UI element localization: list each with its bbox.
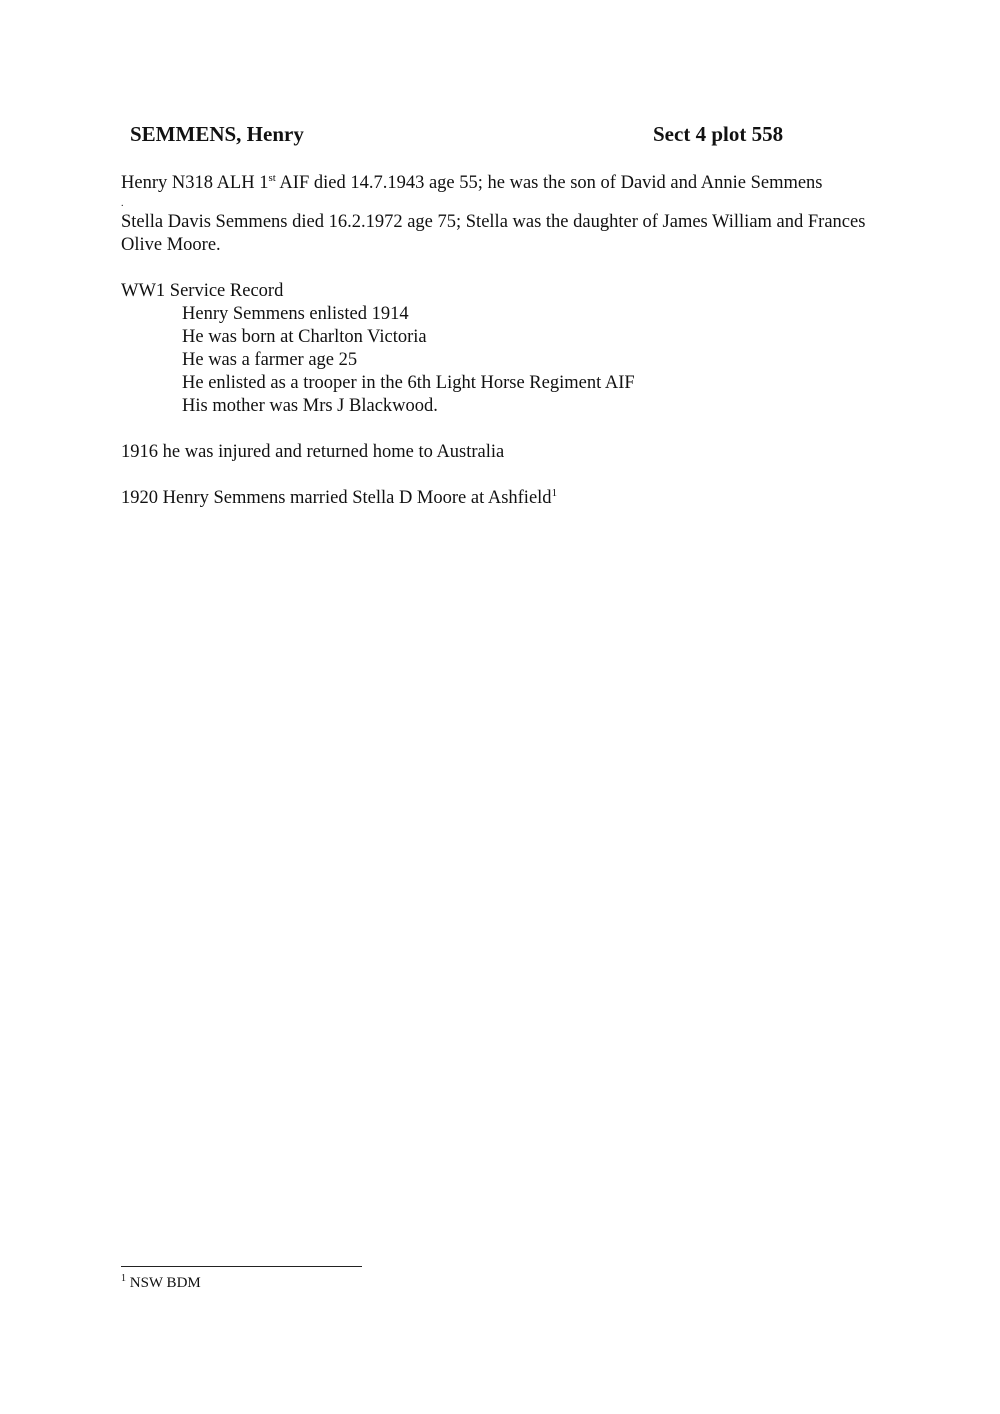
footnote-number: 1 [121,1273,126,1284]
plot-location-heading: Sect 4 plot 558 [653,122,784,146]
marriage-paragraph [121,487,891,510]
stella-paragraph: Stella Davis Semmens died 16.2.1972 age 75; Stella was the daughter of James William and Frances Olive Moore. [121,212,866,255]
footnote [121,1274,201,1293]
henry-paragraph [121,172,891,195]
henry-text-pre: Henry N318 ALH 1 [121,173,269,193]
service-record-line: He enlisted as a trooper in the 6th Light Horse Regiment AIF [182,373,635,393]
footnote-text: NSW BDM [126,1275,201,1291]
record-body [121,172,891,510]
service-record-line: He was a farmer age 25 [182,350,358,370]
henry-text-post: AIF died 14.7.1943 age 55; he was the son of David and Annie Semmens [275,173,823,193]
injury-paragraph: 1916 he was injured and returned home to Australia [121,442,505,462]
service-record-line: Henry Semmens enlisted 1914 [182,304,409,324]
footnote-reference: 1 [551,486,558,499]
stray-period: . [121,198,124,209]
footnote-separator [121,1266,362,1267]
marriage-text: 1920 Henry Semmens married Stella D Moore at Ashfield [121,488,552,508]
service-record-title: WW1 Service Record [121,281,284,301]
record-name-heading: SEMMENS, Henry [130,122,304,146]
service-record-line: His mother was Mrs J Blackwood. [182,396,438,416]
ordinal-superscript: st [268,171,276,184]
service-record-line: He was born at Charlton Victoria [182,327,427,347]
service-record-list [121,303,891,418]
